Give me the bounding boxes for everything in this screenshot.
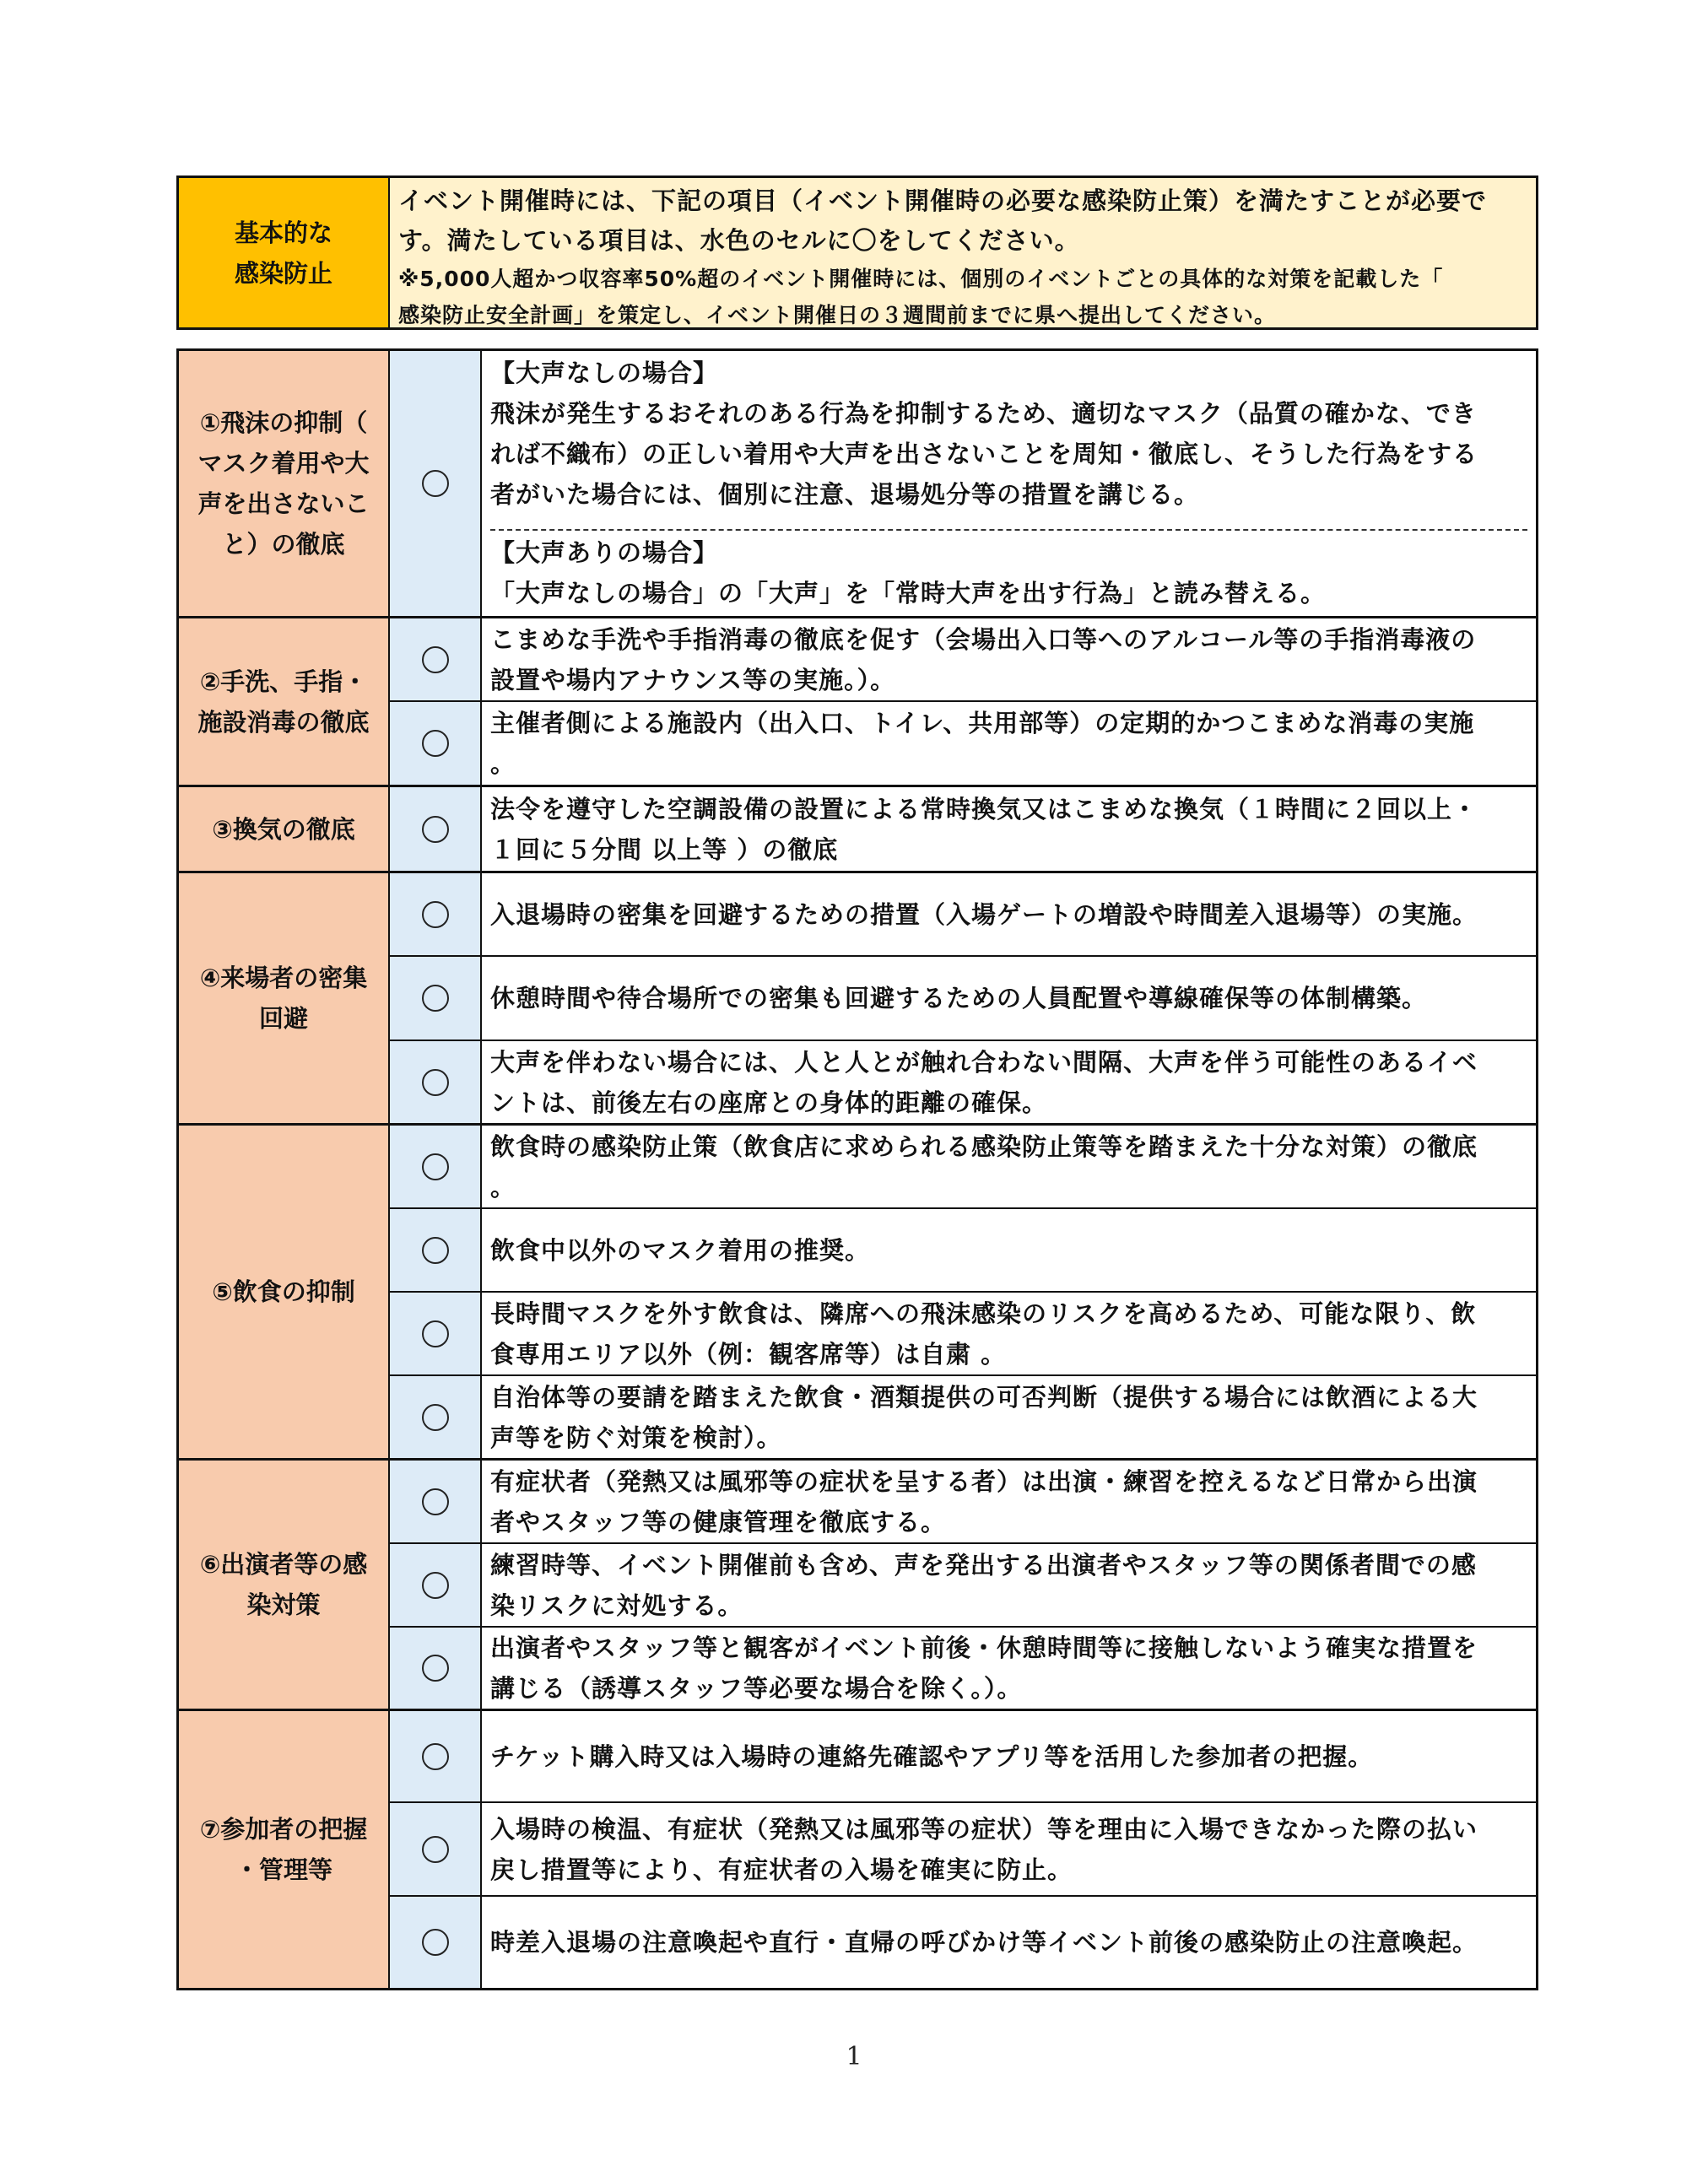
item-text-cell (482, 787, 1536, 871)
item-line: 大声を伴わない場合には、人と人とが触れ合わない間隔、大声を伴う可能性のあるイベ (490, 1047, 1478, 1077)
section-ventilation (179, 785, 1536, 871)
item-text-cell (482, 1126, 1536, 1207)
checklist-table (176, 348, 1538, 1990)
item-line: 自治体等の要請を踏まえた飲食・酒類提供の可否判断（提供する場合には飲酒による大 (490, 1382, 1478, 1412)
item-text-cell (482, 1544, 1536, 1626)
item-line: 練習時等、イベント開催前も含め、声を発出する出演者やスタッフ等の関係者間での感 (490, 1550, 1477, 1580)
item-text-cell (482, 1711, 1536, 1801)
check-cell[interactable] (390, 618, 482, 700)
item-line: 飛沫が発生するおそれのある行為を抑制するため、適切なマスク（品質の確かな、でき (490, 399, 1477, 428)
page-number: 1 (846, 2042, 862, 2071)
check-cell[interactable] (390, 873, 482, 955)
item-text-cell (482, 957, 1536, 1040)
header-title-line: 感染防止 (234, 258, 332, 288)
check-cell[interactable] (390, 1711, 482, 1801)
checklist-row (390, 1207, 1536, 1291)
checklist-row (390, 955, 1536, 1040)
circle-icon (422, 1572, 449, 1599)
item-line: 者やスタッフ等の健康管理を徹底する。 (490, 1507, 947, 1536)
item-line: 出演者やスタッフ等と観客がイベント前後・休憩時間等に接触しないよう確実な措置を (490, 1634, 1478, 1662)
circle-icon (422, 901, 449, 928)
checklist-row (390, 1040, 1536, 1123)
section-droplet-suppression (179, 351, 1536, 616)
item-line: 講じる（誘導スタッフ等必要な場合を除く。）。 (490, 1674, 1023, 1703)
item-text-cell (482, 351, 1536, 616)
item-line: 「大声なしの場合」の「大声」を「常時大声を出す行為」と読み替える。 (490, 579, 1327, 608)
check-cell[interactable] (390, 1628, 482, 1709)
category-line: 回避 (258, 1004, 308, 1033)
header-text-cell (390, 178, 1536, 327)
circle-icon (422, 1237, 449, 1264)
item-line: 。 (490, 1172, 516, 1202)
category-cell (179, 1126, 390, 1458)
category-line: 染対策 (246, 1590, 321, 1619)
category-cell (179, 873, 390, 1123)
circle-icon (422, 985, 449, 1012)
item-line: １回に５分間 以上等 ）の徹底 (490, 834, 839, 864)
category-cell (179, 787, 390, 871)
item-line: 時差入退場の注意喚起や直行・直帰の呼びかけ等イベント前後の感染防止の注意喚起。 (490, 1928, 1478, 1957)
item-line: 法令を遵守した空調設備の設置による常時換気又はこまめな換気（１時間に２回以上・ (490, 794, 1478, 824)
item-text-cell (482, 873, 1536, 955)
checklist-row (390, 1801, 1536, 1895)
item-text-cell (482, 1897, 1536, 1988)
circle-icon (422, 1743, 449, 1770)
item-line: 声等を防ぐ対策を検討）。 (490, 1423, 782, 1452)
item-line: 食専用エリア以外（例：観客席等）は自粛 。 (490, 1339, 1007, 1369)
check-cell[interactable] (390, 351, 482, 616)
header-title-cell (179, 178, 390, 327)
checklist-row (390, 1374, 1536, 1458)
category-line: と）の徹底 (222, 530, 345, 559)
check-cell[interactable] (390, 787, 482, 871)
check-cell[interactable] (390, 1897, 482, 1988)
section-eating-restriction (179, 1123, 1536, 1458)
item-text-cell (482, 702, 1536, 785)
category-line: マスク着用や大 (197, 449, 370, 478)
item-line: 設置や場内アナウンス等の実施。）。 (490, 665, 896, 694)
header-note-line: 感染防止安全計画」を策定し、イベント開催日の３週間前までに県へ提出してください。 (398, 303, 1277, 327)
circle-icon (422, 730, 449, 757)
item-text-cell (482, 1376, 1536, 1458)
check-cell[interactable] (390, 957, 482, 1040)
sub-heading: 【大声ありの場合】 (490, 538, 719, 567)
item-text-cell (482, 1293, 1536, 1374)
section-hand-disinfection (179, 616, 1536, 785)
checklist-row (390, 1542, 1536, 1626)
checklist-row (390, 700, 1536, 785)
section-crowd-avoidance (179, 871, 1536, 1123)
item-line: ントは、前後左右の座席との身体的距離の確保。 (490, 1088, 1048, 1117)
category-cell (179, 1461, 390, 1709)
circle-icon (422, 1153, 449, 1180)
header-title-line: 基本的な (234, 218, 332, 247)
item-line: 入場時の検温、有症状（発熱又は風邪等の症状）等を理由に入場できなかった際の払い (490, 1814, 1478, 1844)
item-text-cell (482, 1041, 1536, 1123)
category-cell (179, 351, 390, 616)
checklist-row (390, 1711, 1536, 1801)
category-line: 施設消毒の徹底 (197, 707, 370, 737)
item-text-cell (482, 1803, 1536, 1895)
circle-icon (422, 1929, 449, 1956)
item-line: チケット購入時又は入場時の連絡先確認やアプリ等を活用した参加者の把握。 (490, 1742, 1374, 1771)
item-line: 戻し措置等により、有症状者の入場を確実に防止。 (490, 1855, 1073, 1884)
item-line: 染リスクに対処する。 (490, 1590, 743, 1620)
circle-icon (422, 646, 449, 673)
check-cell[interactable] (390, 1293, 482, 1374)
item-line: 長時間マスクを外す飲食は、隣席への飛沫感染のリスクを高めるため、可能な限り、飲 (490, 1299, 1477, 1328)
circle-icon (422, 1655, 449, 1682)
item-line: 飲食時の感染防止策（飲食店に求められる感染防止策等を踏まえた十分な対策）の徹底 (490, 1131, 1478, 1161)
item-text-cell (482, 1628, 1536, 1709)
check-cell[interactable] (390, 1803, 482, 1895)
item-line: 有症状者（発熱又は風邪等の症状を呈する者）は出演・練習を控えるなど日常から出演 (490, 1466, 1478, 1496)
category-cell (179, 618, 390, 785)
check-cell[interactable] (390, 1544, 482, 1626)
circle-icon (422, 1836, 449, 1863)
circle-icon (422, 1069, 449, 1096)
item-line: 入退場時の密集を回避するための措置（入場ゲートの増設や時間差入退場等）の実施。 (490, 899, 1478, 929)
category-line: ④来場者の密集 (199, 964, 368, 992)
header-instruction-line: イベント開催時には、下記の項目（イベント開催時の必要な感染防止策）を満たすことが必要で (398, 186, 1488, 215)
category-line: ⑤飲食の抑制 (212, 1277, 355, 1306)
item-line: れば不織布）の正しい着用や大声を出さないことを周知・徹底し、そうした行為をする (490, 440, 1478, 468)
loud-voice-block (490, 531, 1527, 613)
item-line: 飲食中以外のマスク着用の推奨。 (490, 1235, 871, 1265)
item-line: 休憩時間や待合場所での密集も回避するための人員配置や導線確保等の体制構築。 (490, 984, 1428, 1012)
basic-prevention-header (176, 176, 1538, 330)
category-line: ③換気の徹底 (212, 814, 355, 844)
check-cell[interactable] (390, 1126, 482, 1207)
section-participant-management (179, 1709, 1536, 1988)
item-text-cell (482, 1209, 1536, 1291)
item-line: 。 (490, 749, 516, 778)
checklist-row (390, 873, 1536, 955)
checklist-row (390, 351, 1536, 616)
item-text-cell (482, 1461, 1536, 1542)
category-line: 声を出さないこ (197, 489, 370, 518)
category-line: ⑦参加者の把握 (199, 1815, 368, 1844)
checklist-row (390, 618, 1536, 700)
no-loud-voice-block (490, 351, 1527, 531)
circle-icon (422, 1404, 449, 1431)
category-line: ⑥出演者等の感 (199, 1550, 368, 1579)
sub-heading: 【大声なしの場合】 (490, 359, 719, 387)
checklist-row (390, 1461, 1536, 1542)
item-line: 者がいた場合には、個別に注意、退場処分等の措置を講じる。 (490, 480, 1200, 509)
circle-icon (422, 470, 449, 497)
item-line: こまめな手洗や手指消毒の徹底を促す（会場出入口等へのアルコール等の手指消毒液の (490, 624, 1477, 654)
item-line: 主催者側による施設内（出入口、トイレ、共用部等）の定期的かつこまめな消毒の実施 (490, 709, 1475, 737)
header-note-line: ※5,000人超かつ収容率50%超のイベント開催時には、個別のイベントごとの具体的な対策を記載した「 (398, 267, 1444, 291)
circle-icon (422, 1320, 449, 1347)
checklist-row (390, 1895, 1536, 1988)
header-instruction-line: す。満たしている項目は、水色のセルに〇をしてください。 (398, 226, 1080, 255)
item-text-cell (482, 618, 1536, 700)
category-line: ・管理等 (234, 1855, 332, 1884)
check-cell[interactable] (390, 1376, 482, 1458)
circle-icon (422, 1488, 449, 1515)
checklist-row (390, 1291, 1536, 1374)
check-cell[interactable] (390, 1209, 482, 1291)
category-line: ②手洗、手指・ (199, 667, 368, 696)
checklist-row (390, 787, 1536, 871)
circle-icon (422, 816, 449, 843)
check-cell[interactable] (390, 1041, 482, 1123)
category-line: ①飛沫の抑制（ (199, 408, 368, 437)
checklist-row (390, 1126, 1536, 1207)
category-cell (179, 1711, 390, 1988)
section-performer-measures (179, 1458, 1536, 1709)
check-cell[interactable] (390, 702, 482, 785)
check-cell[interactable] (390, 1461, 482, 1542)
checklist-row (390, 1626, 1536, 1709)
